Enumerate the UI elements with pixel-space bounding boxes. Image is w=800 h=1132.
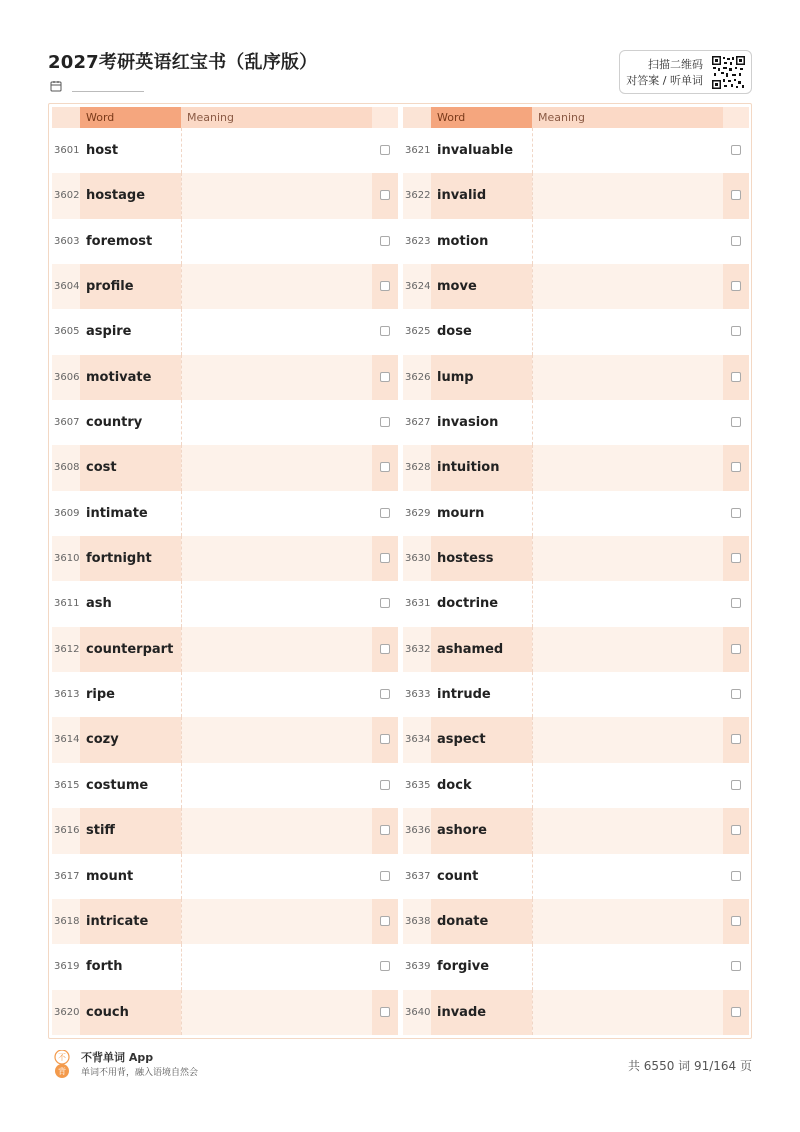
word-number: 3637	[405, 870, 431, 882]
word-text: forth	[86, 959, 123, 975]
meaning-field[interactable]	[532, 264, 723, 309]
table-row	[403, 581, 749, 626]
checkbox-icon[interactable]	[380, 190, 390, 200]
check-cell	[372, 944, 398, 989]
table-row	[403, 717, 749, 762]
table-row	[52, 944, 398, 989]
checkbox-icon[interactable]	[380, 462, 390, 472]
check-cell	[723, 128, 749, 173]
checkbox-icon[interactable]	[380, 145, 390, 155]
word-text: forgive	[437, 959, 490, 975]
check-cell	[372, 672, 398, 717]
meaning-field[interactable]	[181, 854, 372, 899]
check-cell	[372, 627, 398, 672]
check-cell	[723, 219, 749, 264]
check-cell	[723, 309, 749, 354]
meaning-field[interactable]	[532, 763, 723, 808]
word-number: 3636	[405, 825, 431, 837]
word-text: dose	[437, 324, 472, 340]
table-row	[52, 355, 398, 400]
meaning-field[interactable]	[532, 491, 723, 536]
table-row	[403, 672, 749, 717]
table-row	[403, 763, 749, 808]
word-text: host	[86, 143, 119, 158]
table-row	[52, 627, 398, 672]
word-number: 3610	[54, 553, 80, 565]
word-text: intrude	[437, 687, 491, 703]
page-title: 2027考研英语红宝书（乱序版）	[48, 52, 318, 73]
check-cell	[372, 219, 398, 264]
table-row	[52, 536, 398, 581]
word-number: 3630	[405, 553, 431, 565]
table-row	[52, 672, 398, 717]
check-cell	[723, 763, 749, 808]
table-row	[403, 627, 749, 672]
checkbox-icon[interactable]	[731, 145, 741, 155]
header-number-cell	[403, 107, 431, 128]
word-text: mourn	[437, 505, 485, 521]
word-text: counterpart	[80, 627, 181, 672]
word-text: ashamed	[431, 627, 532, 672]
meaning-field[interactable]	[532, 899, 723, 944]
checkbox-icon[interactable]	[731, 236, 741, 246]
word-text: profile	[80, 264, 181, 309]
word-number: 3605	[54, 326, 80, 338]
checkbox-icon[interactable]	[380, 916, 390, 926]
header-check-cell	[372, 107, 398, 128]
check-cell	[372, 309, 398, 354]
check-cell	[723, 717, 749, 762]
word-text: intuition	[431, 445, 532, 490]
table-row	[403, 990, 749, 1035]
table-row	[403, 944, 749, 989]
word-text: invade	[431, 990, 532, 1035]
calendar-icon	[50, 80, 62, 92]
word-text: invasion	[437, 415, 499, 431]
meaning-field[interactable]	[181, 899, 372, 944]
table-row	[403, 219, 749, 264]
check-cell	[372, 491, 398, 536]
table-row	[403, 309, 749, 354]
word-number: 3621	[405, 145, 431, 156]
meaning-field[interactable]	[532, 944, 723, 989]
table-row	[403, 808, 749, 853]
meaning-field[interactable]	[532, 581, 723, 626]
table-header	[403, 107, 749, 128]
word-text: foremost	[86, 233, 153, 249]
checkbox-icon[interactable]	[380, 598, 390, 608]
meaning-field[interactable]	[181, 808, 372, 853]
meaning-field[interactable]	[181, 717, 372, 762]
svg-text:背: 背	[58, 1067, 66, 1076]
meaning-field[interactable]	[181, 536, 372, 581]
word-number: 3614	[54, 734, 80, 746]
checkbox-icon[interactable]	[731, 871, 741, 881]
meaning-field[interactable]	[532, 854, 723, 899]
check-cell	[723, 944, 749, 989]
table-row	[52, 400, 398, 445]
meaning-field[interactable]	[181, 264, 372, 309]
meaning-field[interactable]	[181, 309, 372, 354]
checkbox-icon[interactable]	[731, 825, 741, 835]
table-row	[52, 128, 398, 173]
meaning-field[interactable]	[181, 990, 372, 1035]
word-number: 3625	[405, 326, 431, 338]
word-number: 3611	[54, 598, 80, 610]
table-row	[52, 264, 398, 309]
check-cell	[372, 763, 398, 808]
table-row	[52, 581, 398, 626]
check-cell	[372, 854, 398, 899]
check-cell	[372, 128, 398, 173]
meaning-field[interactable]	[181, 491, 372, 536]
checkbox-icon[interactable]	[731, 417, 741, 427]
checkbox-icon[interactable]	[731, 281, 741, 291]
word-text: stiff	[80, 808, 181, 853]
meaning-field[interactable]	[181, 944, 372, 989]
meaning-field[interactable]	[532, 808, 723, 853]
checkbox-icon[interactable]	[380, 825, 390, 835]
word-number: 3613	[54, 689, 80, 701]
checkbox-icon[interactable]	[731, 326, 741, 336]
word-number: 3640	[405, 1006, 431, 1018]
word-text: lump	[431, 355, 532, 400]
table-row	[52, 899, 398, 944]
word-number: 3601	[54, 145, 80, 156]
check-cell	[372, 536, 398, 581]
checkbox-icon[interactable]	[380, 644, 390, 654]
checkbox-icon[interactable]	[380, 281, 390, 291]
meaning-field[interactable]	[532, 627, 723, 672]
meaning-field[interactable]	[532, 400, 723, 445]
check-cell	[372, 264, 398, 309]
checkbox-icon[interactable]	[380, 236, 390, 246]
svg-text:不: 不	[58, 1053, 66, 1062]
checkbox-icon[interactable]	[731, 961, 741, 971]
app-slogan: 单词不用背，融入语境自然会	[81, 1068, 199, 1078]
checkbox-icon[interactable]	[380, 780, 390, 790]
word-number: 3604	[54, 281, 80, 293]
date-field[interactable]	[50, 80, 150, 94]
meaning-field[interactable]	[532, 536, 723, 581]
word-text: ripe	[86, 687, 115, 703]
word-text: ash	[86, 596, 112, 612]
meaning-field[interactable]	[532, 128, 723, 173]
header-check-cell	[723, 107, 749, 128]
word-text: couch	[80, 990, 181, 1035]
qr-line-2: 对答案 / 听单词	[626, 74, 703, 87]
table-row	[403, 173, 749, 218]
word-text: ashore	[431, 808, 532, 853]
table-row	[52, 491, 398, 536]
word-number: 3603	[54, 235, 80, 247]
check-cell	[723, 899, 749, 944]
header-word: Word	[431, 107, 532, 128]
meaning-field[interactable]	[181, 355, 372, 400]
meaning-field[interactable]	[532, 990, 723, 1035]
checkbox-icon[interactable]	[731, 644, 741, 654]
word-text: aspire	[86, 324, 132, 340]
table-row	[403, 445, 749, 490]
page-info: 共 6550 词 91/164 页	[627, 1059, 752, 1073]
check-cell	[723, 400, 749, 445]
word-text: doctrine	[437, 596, 499, 612]
word-number: 3631	[405, 598, 431, 610]
table-row	[52, 854, 398, 899]
meaning-field[interactable]	[181, 128, 372, 173]
word-number: 3638	[405, 915, 431, 927]
word-text: motivate	[80, 355, 181, 400]
word-text: mount	[86, 868, 134, 884]
table-row	[403, 536, 749, 581]
word-number: 3620	[54, 1006, 80, 1018]
table-row	[403, 899, 749, 944]
checkbox-icon[interactable]	[731, 689, 741, 699]
meaning-field[interactable]	[181, 400, 372, 445]
checkbox-icon[interactable]	[380, 326, 390, 336]
word-number: 3608	[54, 462, 80, 474]
check-cell	[372, 445, 398, 490]
word-number: 3626	[405, 371, 431, 383]
word-column-right	[403, 107, 749, 1035]
word-number: 3624	[405, 281, 431, 293]
word-text: intricate	[80, 899, 181, 944]
qr-code-icon[interactable]	[712, 56, 745, 89]
check-cell	[372, 899, 398, 944]
meaning-field[interactable]	[181, 672, 372, 717]
checkbox-icon[interactable]	[731, 916, 741, 926]
header-meaning: Meaning	[532, 107, 723, 128]
header-meaning: Meaning	[181, 107, 372, 128]
word-text: move	[431, 264, 532, 309]
meaning-field[interactable]	[532, 445, 723, 490]
check-cell	[372, 173, 398, 218]
app-name: 不背单词 App	[81, 1051, 154, 1064]
check-cell	[723, 445, 749, 490]
check-cell	[723, 808, 749, 853]
checkbox-icon[interactable]	[731, 508, 741, 518]
word-text: invalid	[431, 173, 532, 218]
word-text: motion	[437, 233, 489, 249]
table-row	[52, 808, 398, 853]
word-text: hostess	[431, 536, 532, 581]
table-row	[52, 173, 398, 218]
table-row	[403, 355, 749, 400]
meaning-field[interactable]	[181, 445, 372, 490]
check-cell	[723, 264, 749, 309]
word-number: 3612	[54, 643, 80, 655]
check-cell	[723, 990, 749, 1035]
qr-panel	[619, 50, 752, 94]
word-column-left	[52, 107, 398, 1035]
check-cell	[723, 173, 749, 218]
table-row	[403, 491, 749, 536]
table-row	[52, 763, 398, 808]
app-logo-icon	[52, 1050, 72, 1078]
word-number: 3622	[405, 190, 431, 202]
date-underline	[72, 91, 144, 92]
meaning-field[interactable]	[181, 763, 372, 808]
word-number: 3635	[405, 779, 431, 791]
word-number: 3633	[405, 689, 431, 701]
word-number: 3639	[405, 961, 431, 973]
word-number: 3617	[54, 870, 80, 882]
checkbox-icon[interactable]	[731, 1007, 741, 1017]
table-row	[403, 400, 749, 445]
check-cell	[723, 627, 749, 672]
meaning-field[interactable]	[532, 309, 723, 354]
checkbox-icon[interactable]	[731, 462, 741, 472]
meaning-field[interactable]	[532, 717, 723, 762]
checkbox-icon[interactable]	[731, 190, 741, 200]
check-cell	[723, 854, 749, 899]
table-row	[52, 219, 398, 264]
word-number: 3632	[405, 643, 431, 655]
word-number: 3616	[54, 825, 80, 837]
check-cell	[372, 717, 398, 762]
table-row	[403, 854, 749, 899]
header-word: Word	[80, 107, 181, 128]
word-number: 3615	[54, 779, 80, 791]
word-number: 3619	[54, 961, 80, 973]
word-number: 3628	[405, 462, 431, 474]
checkbox-icon[interactable]	[380, 417, 390, 427]
word-number: 3618	[54, 915, 80, 927]
meaning-field[interactable]	[181, 173, 372, 218]
check-cell	[723, 355, 749, 400]
meaning-field[interactable]	[181, 219, 372, 264]
word-text: cozy	[80, 717, 181, 762]
word-number: 3623	[405, 235, 431, 247]
word-number: 3627	[405, 417, 431, 429]
meaning-field[interactable]	[181, 627, 372, 672]
meaning-field[interactable]	[532, 173, 723, 218]
meaning-field[interactable]	[532, 219, 723, 264]
word-number: 3609	[54, 507, 80, 519]
word-text: donate	[431, 899, 532, 944]
word-text: intimate	[86, 505, 148, 521]
checkbox-icon[interactable]	[380, 871, 390, 881]
meaning-field[interactable]	[532, 355, 723, 400]
checkbox-icon[interactable]	[731, 553, 741, 563]
check-cell	[372, 400, 398, 445]
word-number: 3606	[54, 371, 80, 383]
word-number: 3602	[54, 190, 80, 202]
checkbox-icon[interactable]	[731, 372, 741, 382]
word-text: fortnight	[80, 536, 181, 581]
word-number: 3634	[405, 734, 431, 746]
check-cell	[723, 491, 749, 536]
checkbox-icon[interactable]	[731, 780, 741, 790]
meaning-field[interactable]	[181, 581, 372, 626]
word-text: costume	[86, 777, 149, 793]
word-text: count	[437, 868, 479, 884]
table-row	[52, 309, 398, 354]
checkbox-icon[interactable]	[380, 508, 390, 518]
checkbox-icon[interactable]	[380, 553, 390, 563]
checkbox-icon[interactable]	[731, 734, 741, 744]
check-cell	[372, 808, 398, 853]
check-cell	[723, 581, 749, 626]
checkbox-icon[interactable]	[380, 961, 390, 971]
word-text: dock	[437, 777, 472, 793]
meaning-field[interactable]	[532, 672, 723, 717]
check-cell	[372, 990, 398, 1035]
header-number-cell	[52, 107, 80, 128]
qr-caption	[626, 57, 703, 89]
check-cell	[372, 581, 398, 626]
checkbox-icon[interactable]	[731, 598, 741, 608]
table-row	[403, 128, 749, 173]
word-number: 3607	[54, 417, 80, 429]
check-cell	[723, 536, 749, 581]
word-number: 3629	[405, 507, 431, 519]
word-text: hostage	[80, 173, 181, 218]
table-header	[52, 107, 398, 128]
word-text: aspect	[431, 717, 532, 762]
word-text: invaluable	[437, 143, 514, 158]
qr-line-1: 扫描二维码	[648, 58, 703, 71]
checkbox-icon[interactable]	[380, 372, 390, 382]
word-text: cost	[80, 445, 181, 490]
check-cell	[372, 355, 398, 400]
table-row	[403, 264, 749, 309]
word-text: country	[86, 415, 143, 431]
check-cell	[723, 672, 749, 717]
table-row	[52, 717, 398, 762]
checkbox-icon[interactable]	[380, 734, 390, 744]
checkbox-icon[interactable]	[380, 1007, 390, 1017]
checkbox-icon[interactable]	[380, 689, 390, 699]
table-row	[52, 990, 398, 1035]
table-row	[52, 445, 398, 490]
